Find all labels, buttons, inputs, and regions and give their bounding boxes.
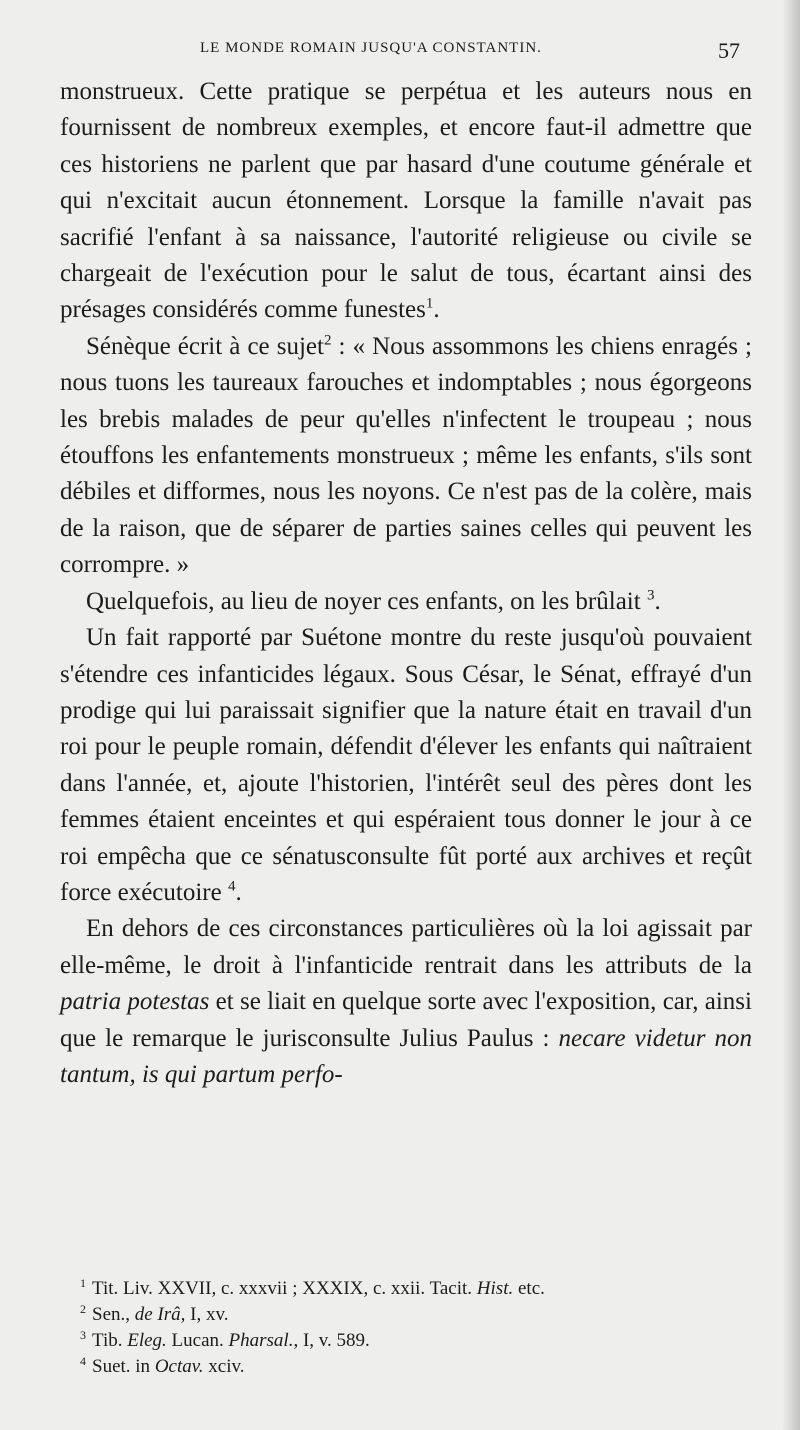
footnote-italic: de Irâ, [134, 1304, 186, 1325]
footnote-italic: Eleg. [127, 1330, 167, 1351]
paragraph-5-text-a: En dehors de ces circonstances particulières où la loi agissait par elle-même, le droit à l'infanticide rentrait dans les attributs de la [60, 915, 752, 979]
running-title: LE MONDE ROMAIN JUSQU'A CONSTANTIN. [200, 40, 542, 56]
paragraph-5-italic-patria-potestas: patria potestas [60, 988, 210, 1016]
footnote-italic: Pharsal. [228, 1330, 294, 1351]
paragraph-3-text: Quelquefois, au lieu de noyer ces enfants, on les brûlait [86, 587, 641, 615]
body-text [60, 74, 752, 1093]
paragraph-4-text: Un fait rapporté par Suétone montre du reste jusqu'où pouvaient s'étendre ces infanticides légaux. Sous César, le Sénat, effrayé d'un prodige qui lui paraissait signifier que la nature était en travail d'un roi pour le peuple romain, défendit d'élever les enfants qui naîtraient dans l'année, et, ajoute l'historien, l'intérêt seul des pères dont les femmes étaient enceintes et qui espéraient tous donner le jour à ce roi empêcha que ce sénatusconsulte fût porté aux archives et reçût force exécutoire [60, 624, 752, 906]
paragraph-1 [60, 74, 752, 329]
footnote-ref-4: 4 [227, 878, 236, 895]
footnote-2 [80, 1302, 740, 1328]
paragraph-5-text-b: et se liait en quelque sorte avec l'exposition, car, ainsi que le remarque le jurisconsulte Julius Paulus : [60, 988, 752, 1052]
footnote-number: 1 [80, 1275, 86, 1290]
footnote-text: Tit. Liv. XXVII, c. xxxvii ; XXXIX, c. xxii. Tacit. [92, 1278, 477, 1299]
footnote-ref-1: 1 [425, 296, 434, 313]
footnote-italic: Hist. [476, 1278, 514, 1299]
footnote-1 [80, 1276, 740, 1302]
footnote-ref-2: 2 [323, 332, 332, 349]
footnote-text: Lucan. [166, 1330, 229, 1351]
footnote-text: xciv. [203, 1356, 245, 1377]
footnote-text: Sen., [92, 1304, 135, 1325]
footnote-text: Suet. in [92, 1356, 155, 1377]
page-edge-shadow [782, 0, 800, 1430]
footnote-ref-3: 3 [646, 587, 655, 604]
footnote-3 [80, 1328, 740, 1354]
paragraph-4-end: . [235, 878, 242, 906]
paragraph-2 [60, 329, 752, 584]
footnote-text: I, xv. [185, 1304, 229, 1325]
footnote-4 [80, 1354, 740, 1380]
paragraph-3 [60, 584, 752, 620]
footnote-number: 3 [80, 1327, 86, 1342]
paragraph-1-end: . [433, 296, 440, 324]
footnote-italic: Octav. [154, 1356, 204, 1377]
paragraph-5-italic-latin-quote: necare videtur non tantum, is qui partum perfo- [60, 1024, 753, 1088]
page-number: 57 [718, 38, 740, 63]
paragraph-4 [60, 620, 752, 911]
paragraph-2-text-a: Sénèque écrit à ce sujet [86, 332, 324, 360]
paragraph-1-text: monstrueux. Cette pratique se perpétua et les auteurs nous en fournissent de nombreux exemples, et encore faut-il admettre que ces historiens ne parlent que par hasard d'une coutume générale et qui n'excitait aucun étonnement. Lorsque la famille n'avait pas sacrifié l'enfant à sa naissance, l'autorité religieuse ou civile se chargeait de l'exécution pour le salut de tous, écartant ainsi des présages considérés comme funestes [60, 78, 752, 324]
paragraph-5 [60, 911, 752, 1093]
footnote-text: , I, v. 589. [293, 1330, 370, 1351]
footnote-number: 4 [80, 1353, 86, 1368]
footnote-text: etc. [513, 1278, 545, 1299]
paragraph-3-end: . [654, 587, 661, 615]
paragraph-2-text-b: : « Nous assommons les chiens enragés ; nous tuons les taureaux farouches et indomptables ; nous égorgeons les brebis malades de peur qu'elles n'infectent le troupeau ; nous étouffons les enfantements monstrueux ; même les enfants, s'ils sont débiles et difformes, nous les noyons. Ce n'est pas de la colère, mais de la raison, que de séparer de parties saines celles qui peuvent les corrompre. » [60, 332, 752, 579]
running-head [60, 40, 740, 70]
footnotes [80, 1276, 740, 1380]
footnote-text: Tib. [92, 1330, 128, 1351]
footnote-number: 2 [80, 1301, 86, 1316]
